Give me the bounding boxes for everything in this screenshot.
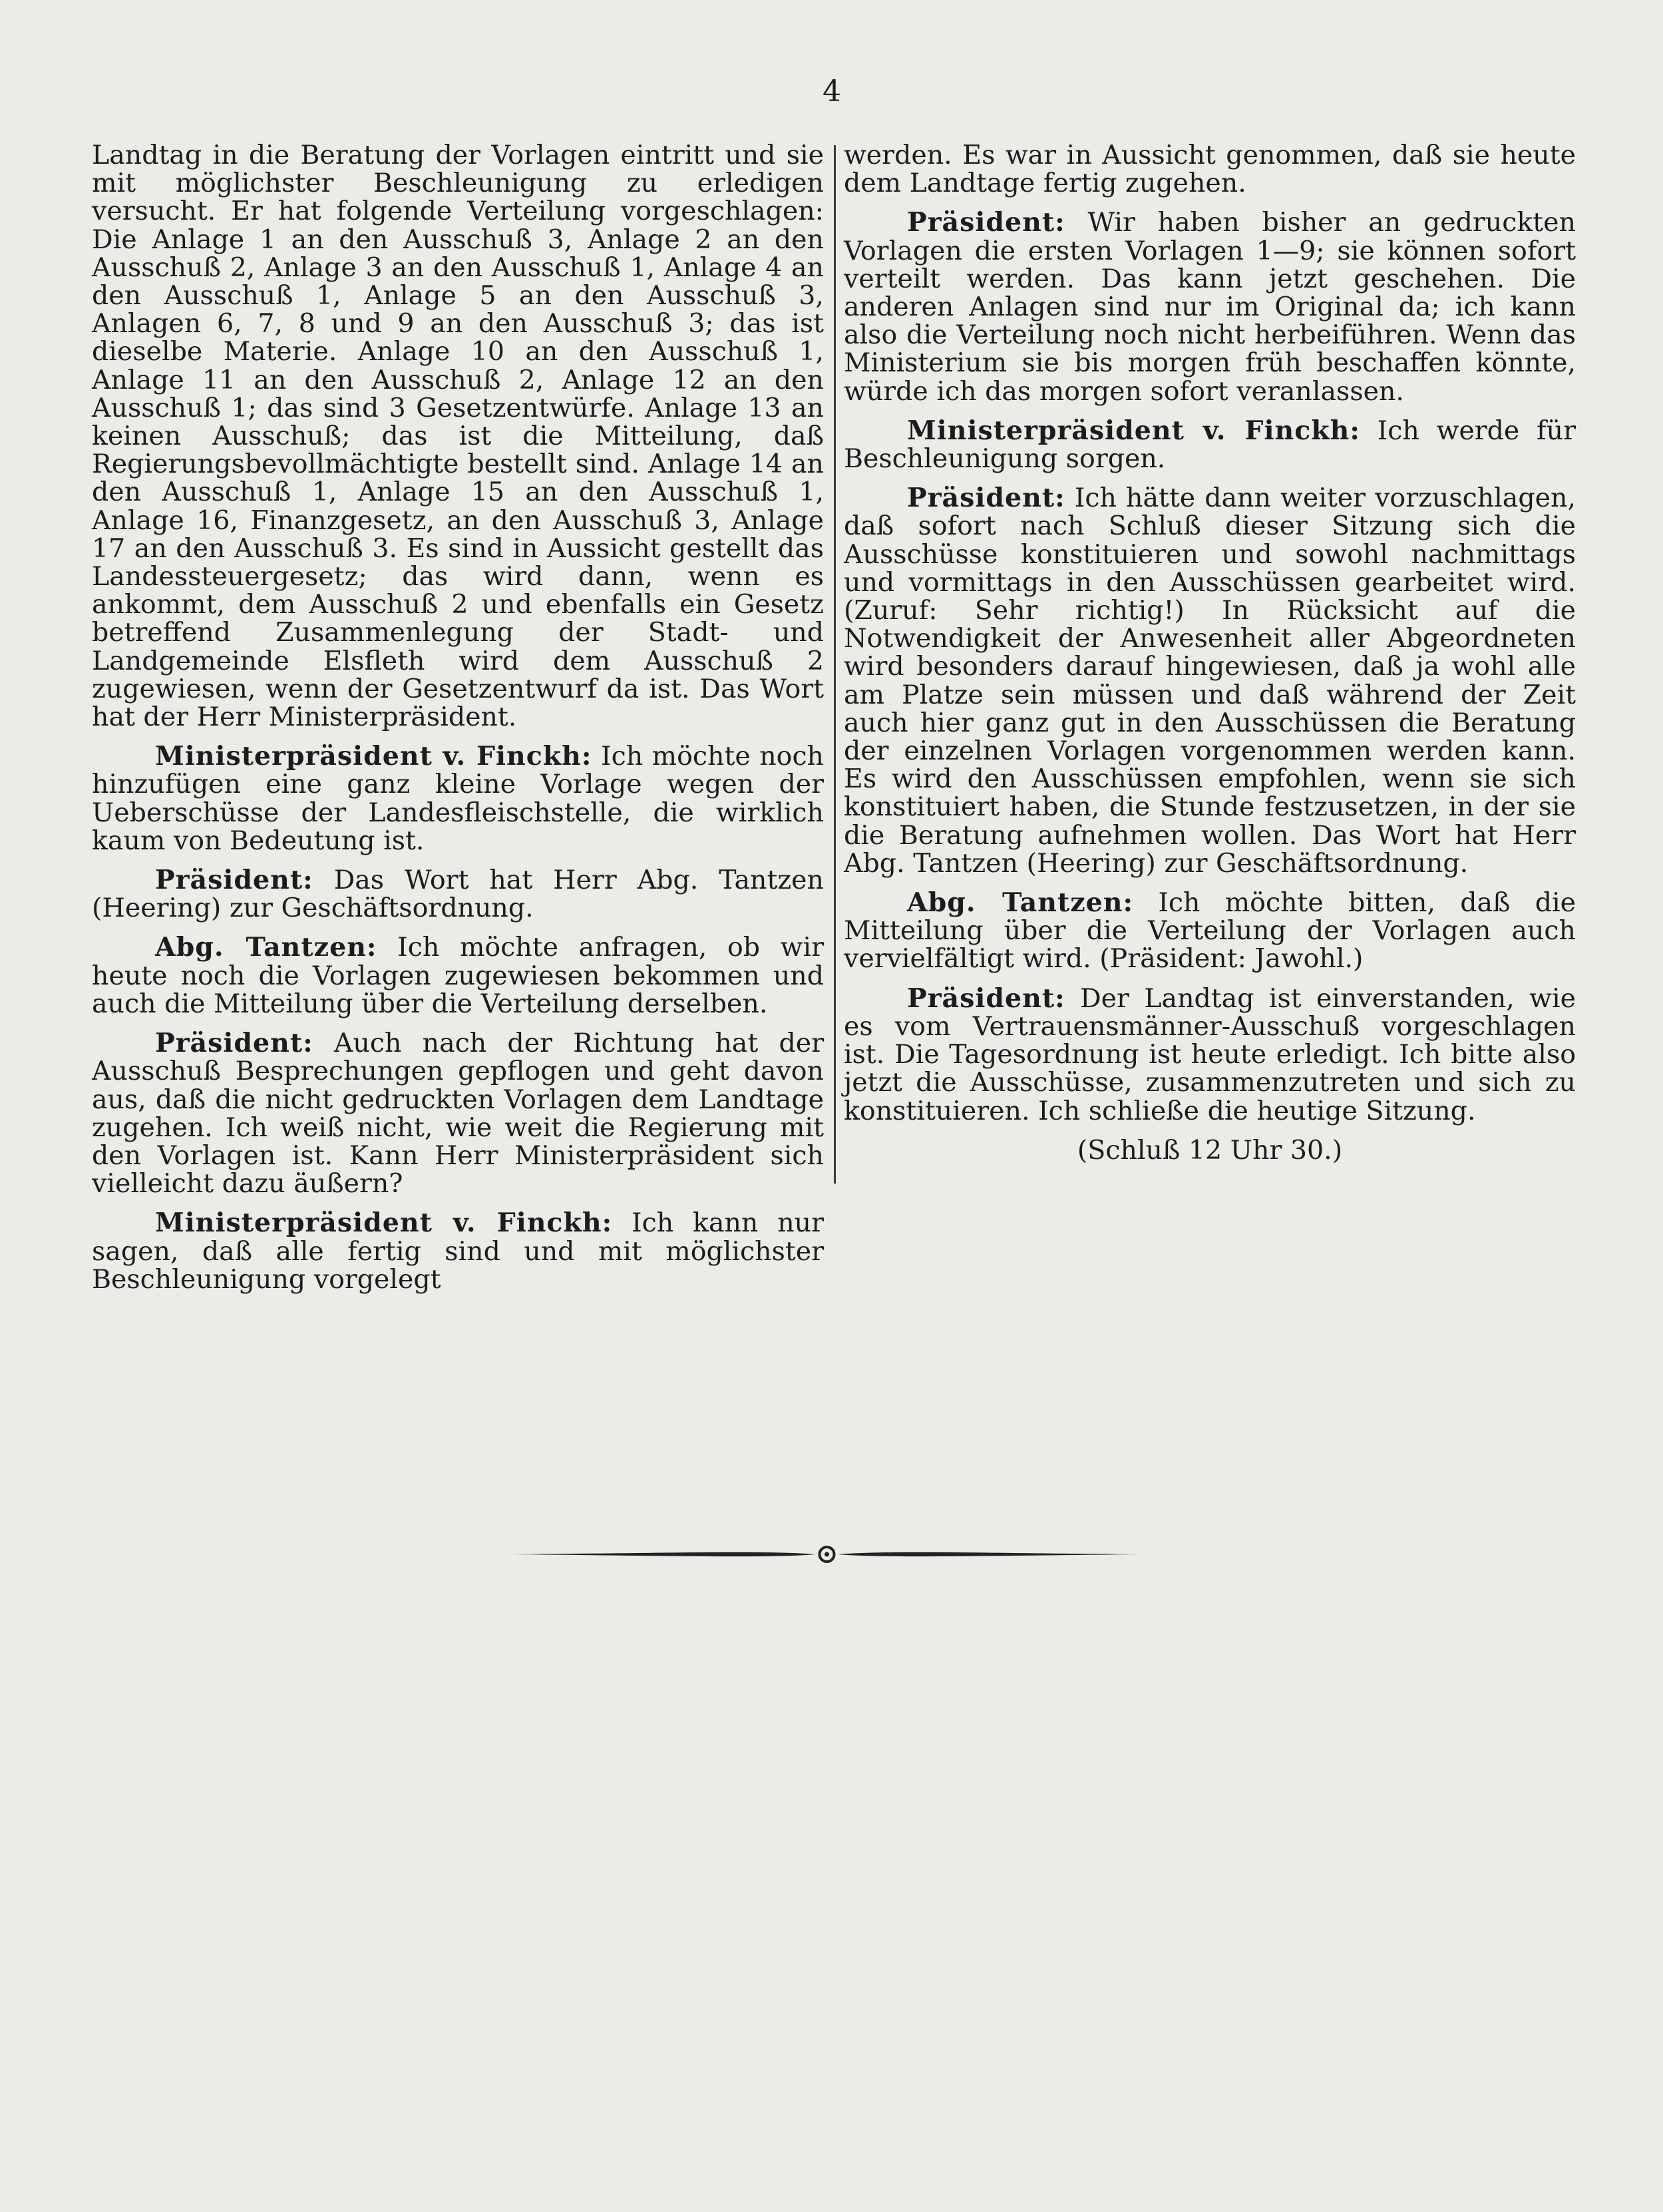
paragraph-text: Ich möchte noch hinzufügen eine ganz kleine Vorlage wegen der Ueberschüsse der Landesfleischstelle, die wirklich kaum von Bedeutung ist.	[92, 741, 825, 856]
speaker-label: Ministerpräsident v. Finckh:	[155, 1208, 613, 1239]
paragraph-text: Wir haben bisher an gedruckten Vorlagen die ersten Vorlagen 1—9; sie können sofort verteilt werden. Das kann jetzt geschehen. Die anderen Anlagen sind nur im Original da; ich kann also die Verteilung noch nicht herbeiführen. Wenn das Ministerium sie bis morgen früh beschaffen könnte, würde ich das morgen sofort veranlassen.	[844, 207, 1576, 407]
paragraph-text: Das Wort hat Herr Abg. Tantzen (Heering) zur Geschäftsordnung.	[92, 865, 824, 924]
left-paragraph-1: Landtag in die Beratung der Vorlagen eintritt und sie mit möglichster Beschleunigung zu erledigen versucht. Er hat folgende Verteilung vorgeschlagen: Die Anlage 1 an den Ausschuß 3, Anlage 2 an den Ausschuß 2, Anlage 3 an den Ausschuß 1, Anlage 4 an den Ausschuß 1, Anlage 5 an den Ausschuß 3, Anlagen 6, 7, 8 und 9 an den Ausschuß 3; das ist dieselbe Materie. Anlage 10 an den Ausschuß 1, Anlage 11 an den Ausschuß 2, Anlage 12 an den Ausschuß 1; das sind 3 Gesetzentwürfe. Anlage 13 an keinen Ausschuß; das ist die Mitteilung, daß Regierungsbevollmächtigte bestellt sind. Anlage 14 an den Ausschuß 1, Anlage 15 an den Ausschuß 1, Anlage 16, Finanzgesetz, an den Ausschuß 3, Anlage 17 an den Ausschuß 3. Es sind in Aussicht gestellt das Landessteuergesetz; das wird dann, wenn es ankommt, dem Ausschuß 2 und ebenfalls ein Gesetz betreffend Zusammenlegung der Stadt- und Landgemeinde Elsfleth wird dem Ausschuß 2 zugewiesen, wenn der Gesetzentwurf da ist. Das Wort hat der Herr Ministerpräsident.	[92, 140, 824, 733]
paragraph-text: Auch nach der Richtung hat der Ausschuß Besprechungen gepflogen und geht davon aus, daß die nicht gedruckten Vorlagen dem Landtage zugehen. Ich weiß nicht, wie weit die Regierung mit den Vorlagen ist. Kann Herr Ministerpräsident sich vielleicht dazu äußern?	[92, 1028, 824, 1200]
speaker-label: Präsident:	[907, 983, 1065, 1014]
left-paragraph-4	[92, 933, 824, 1018]
speaker-label: Präsident:	[155, 1028, 313, 1059]
left-paragraph-5	[92, 1029, 824, 1198]
left-paragraph-6	[92, 1209, 824, 1293]
paragraph-text: Ich möchte bitten, daß die Mitteilung über die Verteilung der Vorlagen auch vervielfältigt wird. (Präsident: Jawohl.)	[844, 887, 1576, 975]
ornament-divider-icon	[512, 1534, 1141, 1574]
right-paragraph-4	[844, 484, 1576, 877]
session-closing-note: (Schluß 12 Uhr 30.)	[1077, 1134, 1343, 1166]
right-column	[844, 141, 1576, 1164]
speaker-label: Präsident:	[155, 865, 313, 896]
paragraph-text: Ich kann nur sagen, daß alle fertig sind und mit möglichster Beschleunigung vorgelegt	[92, 1208, 824, 1295]
right-paragraph-3	[844, 417, 1576, 473]
left-column	[92, 141, 824, 1293]
paragraph-text: Ich hätte dann weiter vorzuschlagen, daß sofort nach Schluß dieser Sitzung sich die Ausschüsse konstituieren und sowohl nachmittags und vormittags in den Ausschüssen gearbeitet wird. (Zuruf: Sehr richtig!) In Rücksicht auf die Notwendigkeit der Anwesenheit aller Abgeordneten wird besonders darauf hingewiesen, daß ja wohl alle am Platze sein müssen und daß während der Zeit auch hier ganz gut in den Ausschüssen die Beratung der einzelnen Vorlagen vorgenommen werden kann. Es wird den Ausschüssen empfohlen, wenn sie sich konstituiert haben, die Stunde festzusetzen, in der sie die Beratung aufnehmen wollen. Das Wort hat Herr Abg. Tantzen (Heering) zur Geschäftsordnung.	[844, 483, 1576, 879]
right-paragraph-1: werden. Es war in Aussicht genommen, daß sie heute dem Landtage fertig zugehen.	[844, 140, 1576, 199]
right-paragraph-5	[844, 889, 1576, 973]
column-divider	[834, 145, 836, 1184]
speaker-label: Abg. Tantzen:	[155, 932, 377, 963]
speaker-label: Präsident:	[907, 483, 1065, 514]
left-paragraph-2	[92, 742, 824, 855]
speaker-label: Ministerpräsident v. Finckh:	[155, 741, 592, 772]
paragraph-text: Der Landtag ist einverstanden, wie es vom Vertrauensmänner-Ausschuß vorgeschlagen ist. Die Tagesordnung ist heute erledigt. Ich bitte also jetzt die Ausschüsse, zusammenzutreten und sich zu konstituieren. Ich schließe die heutige Sitzung.	[844, 983, 1576, 1126]
right-paragraph-2	[844, 208, 1576, 405]
paragraph-text: Ich werde für Beschleunigung sorgen.	[844, 415, 1576, 475]
paragraph-text: Ich möchte anfragen, ob wir heute noch die Vorlagen zugewiesen bekommen und auch die Mitteilung über die Verteilung derselben.	[92, 932, 825, 1019]
speaker-label: Abg. Tantzen:	[907, 887, 1134, 919]
speaker-label: Ministerpräsident v. Finckh:	[907, 415, 1360, 446]
speaker-label: Präsident:	[907, 207, 1065, 238]
right-paragraph-6	[844, 985, 1576, 1125]
page-number: 4	[823, 75, 841, 109]
left-paragraph-3	[92, 866, 824, 922]
